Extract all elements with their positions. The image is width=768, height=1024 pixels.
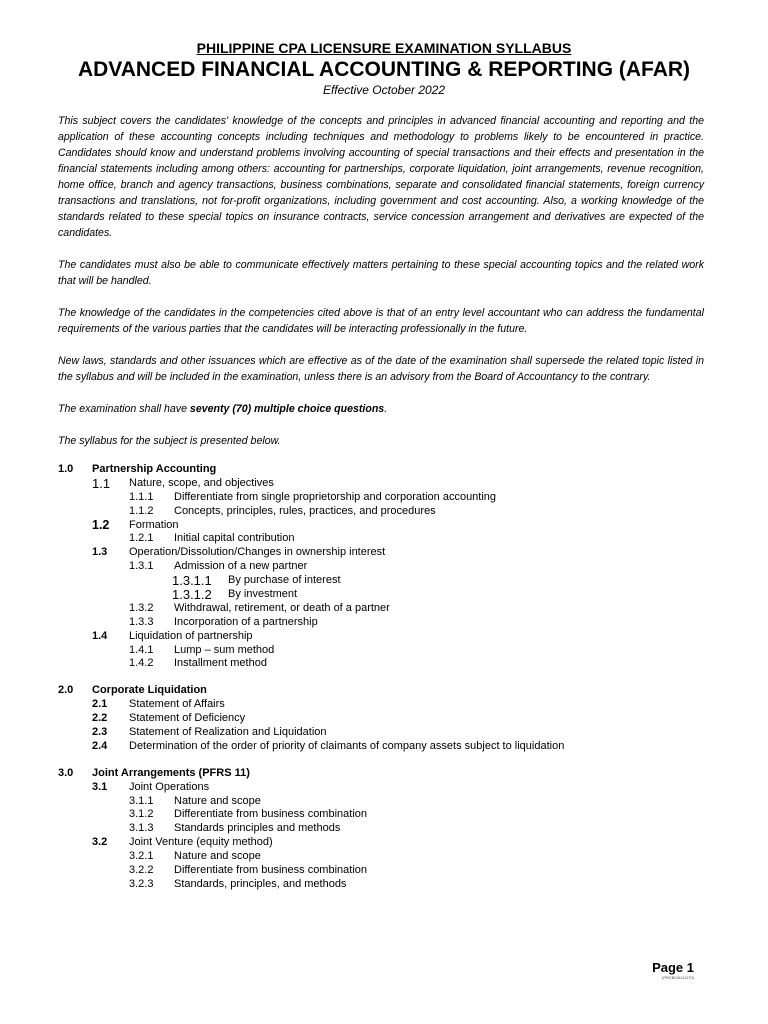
outline-item-number: 1.4.2 [129, 657, 154, 670]
outline-item-number: 3.2.1 [129, 850, 154, 863]
outline-item-number: 1.1.1 [129, 490, 154, 503]
outline-item-number: 2.2 [92, 712, 108, 725]
outline-item [58, 726, 718, 740]
intro-paragraph-6: The syllabus for the subject is presented below. [58, 435, 281, 447]
outline-item [58, 588, 718, 602]
outline-item-text: Statement of Affairs [129, 698, 225, 711]
intro-text [58, 113, 704, 465]
outline-item-text: Lump – sum method [174, 643, 275, 656]
outline-item [58, 850, 718, 864]
outline-item [58, 532, 718, 546]
outline-item-number: 1.2.1 [129, 532, 154, 545]
outline-item [58, 781, 718, 795]
section-title: Joint Arrangements (PFRS 11) [92, 766, 250, 779]
outline-item [58, 740, 718, 754]
section-title: Corporate Liquidation [92, 684, 207, 697]
outline-item-text: Joint Venture (equity method) [129, 836, 273, 849]
outline-item-number: 1.1 [92, 475, 111, 491]
outline-item-text: Differentiate from business combination [174, 808, 368, 821]
outline-item-text: Standards principles and methods [174, 822, 341, 835]
outline-item-text: Nature and scope [174, 850, 261, 863]
exam-post: . [384, 403, 388, 415]
section-number: 1.0 [58, 463, 74, 475]
outline-item [58, 519, 718, 533]
outline-item-number: 1.3.3 [129, 615, 154, 628]
outline-item [58, 477, 718, 491]
outline-item [58, 836, 718, 850]
page-footer [652, 960, 694, 981]
outline-item-text: Statement of Deficiency [129, 712, 246, 725]
outline-item-number: 3.2.2 [129, 864, 154, 877]
outline-item-number: 1.3.1.2 [172, 587, 212, 603]
outline-item [58, 644, 718, 658]
outline-item-number: 2.4 [92, 739, 108, 752]
syllabus-super-title: PHILIPPINE CPA LICENSURE EXAMINATION SYLLABUS [196, 40, 572, 56]
outline-item-text: By purchase of interest [228, 574, 341, 587]
outline-item-text: Statement of Realization and Liquidation [129, 726, 327, 739]
exam-question-count: seventy (70) multiple choice questions [189, 403, 385, 415]
outline-item-text: Liquidation of partnership [129, 629, 253, 642]
effective-date: Effective October 2022 [322, 83, 446, 97]
intro-paragraph-5 [58, 401, 704, 417]
document-code: (PRCBOA111170) [661, 975, 694, 980]
outline-item-number: 2.1 [92, 698, 108, 711]
outline-item-text: Formation [129, 518, 179, 531]
outline-item [58, 808, 718, 822]
outline-item-text: Withdrawal, retirement, or death of a partner [174, 601, 390, 614]
outline-item [58, 491, 718, 505]
section-title: Partnership Accounting [92, 463, 217, 475]
page-number: Page 1 [652, 960, 694, 975]
outline-item-text: Incorporation of a partnership [174, 615, 318, 628]
outline-item-text: By investment [228, 588, 298, 601]
outline-item [58, 657, 718, 671]
exam-pre: The examination shall have [58, 403, 190, 415]
outline-item-text: Initial capital contribution [174, 532, 295, 545]
outline-item-text: Concepts, principles, rules, practices, and procedures [174, 504, 436, 517]
section-heading [58, 684, 718, 698]
outline-item [58, 630, 718, 644]
outline-item [58, 822, 718, 836]
section-heading [58, 463, 718, 477]
document-header [0, 40, 768, 98]
outline-item-text: Joint Operations [129, 780, 210, 793]
outline-item [58, 560, 718, 574]
outline-item [58, 616, 718, 630]
outline-item-text: Standards, principles, and methods [174, 877, 347, 890]
outline-item [58, 505, 718, 519]
syllabus-section [58, 463, 718, 671]
outline-item-number: 1.3.1.1 [172, 573, 212, 589]
section-number: 3.0 [58, 766, 74, 779]
outline-item-number: 1.4.1 [129, 643, 154, 656]
outline-item-number: 1.3.2 [129, 601, 154, 614]
outline-item [58, 864, 718, 878]
outline-item-number: 1.2 [92, 517, 110, 532]
syllabus-section [58, 767, 718, 892]
outline-item-number: 3.2.3 [129, 877, 154, 890]
intro-paragraph-1: This subject covers the candidates' knowledge of the concepts and principles in advanced financial accounting and reporting and the application of these accounting concepts including techniques and methodology to problems likely to be encountered in practice. Candidates should know and understand problems involving accounting of special transactions and their effects and presentation in the financial statements including among others: accounting for partnerships, corporate liquidation, joint arrangements, revenue recognition, home office, branch and agency transactions, business combinations, separate and consolidated financial statements, foreign currency transactions and translations, not for-profit organizations, including government and cost accounting. Also, a working knowledge of the standards related to these special topics on insurance contracts, service concession arrangement and derivatives are expected of the candidates. [58, 115, 704, 239]
outline-item-text: Operation/Dissolution/Changes in ownership interest [129, 546, 386, 559]
outline-item-text: Differentiate from business combination [174, 864, 368, 877]
outline-item [58, 878, 718, 892]
section-heading [58, 767, 718, 781]
subject-title: ADVANCED FINANCIAL ACCOUNTING & REPORTING (AFAR) [77, 58, 691, 81]
outline-item [58, 602, 718, 616]
outline-item-number: 1.3 [92, 546, 108, 559]
outline-item-number: 3.1.2 [129, 808, 154, 821]
outline-item-number: 3.2 [92, 836, 108, 849]
outline-item-text: Nature, scope, and objectives [129, 476, 274, 489]
outline-item-text: Determination of the order of priority of claimants of company assets subject to liquidation [129, 739, 565, 752]
outline-item-number: 3.1.3 [129, 822, 154, 835]
outline-item-number: 3.1.1 [129, 794, 154, 807]
outline-item-text: Admission of a new partner [174, 560, 308, 573]
syllabus-section [58, 684, 718, 753]
section-number: 2.0 [58, 684, 74, 697]
outline-item-number: 1.3.1 [129, 560, 154, 573]
syllabus-outline [58, 463, 718, 905]
intro-paragraph-4: New laws, standards and other issuances which are effective as of the date of the examination shall supersede the related topic listed in the syllabus and will be included in the examination, unless there is an advisory from the Board of Accountancy to the contrary. [58, 355, 704, 383]
outline-item-number: 1.4 [92, 629, 108, 642]
outline-item [58, 795, 718, 809]
outline-item-number: 2.3 [92, 726, 108, 739]
outline-item [58, 712, 718, 726]
outline-item-text: Nature and scope [174, 794, 261, 807]
outline-item-number: 1.1.2 [129, 504, 154, 517]
outline-item [58, 698, 718, 712]
outline-item [58, 574, 718, 588]
intro-paragraph-2: The candidates must also be able to communicate effectively matters pertaining to these special accounting topics and the related work that will be handled. [58, 259, 704, 287]
outline-item-number: 3.1 [92, 780, 108, 793]
intro-paragraph-3: The knowledge of the candidates in the competencies cited above is that of an entry level accountant who can address the fundamental requirements of the various parties that the candidates will be interacting professionally in the future. [58, 307, 704, 335]
outline-item-text: Installment method [174, 657, 267, 670]
outline-item [58, 546, 718, 560]
outline-item-text: Differentiate from single proprietorship and corporation accounting [174, 490, 497, 503]
